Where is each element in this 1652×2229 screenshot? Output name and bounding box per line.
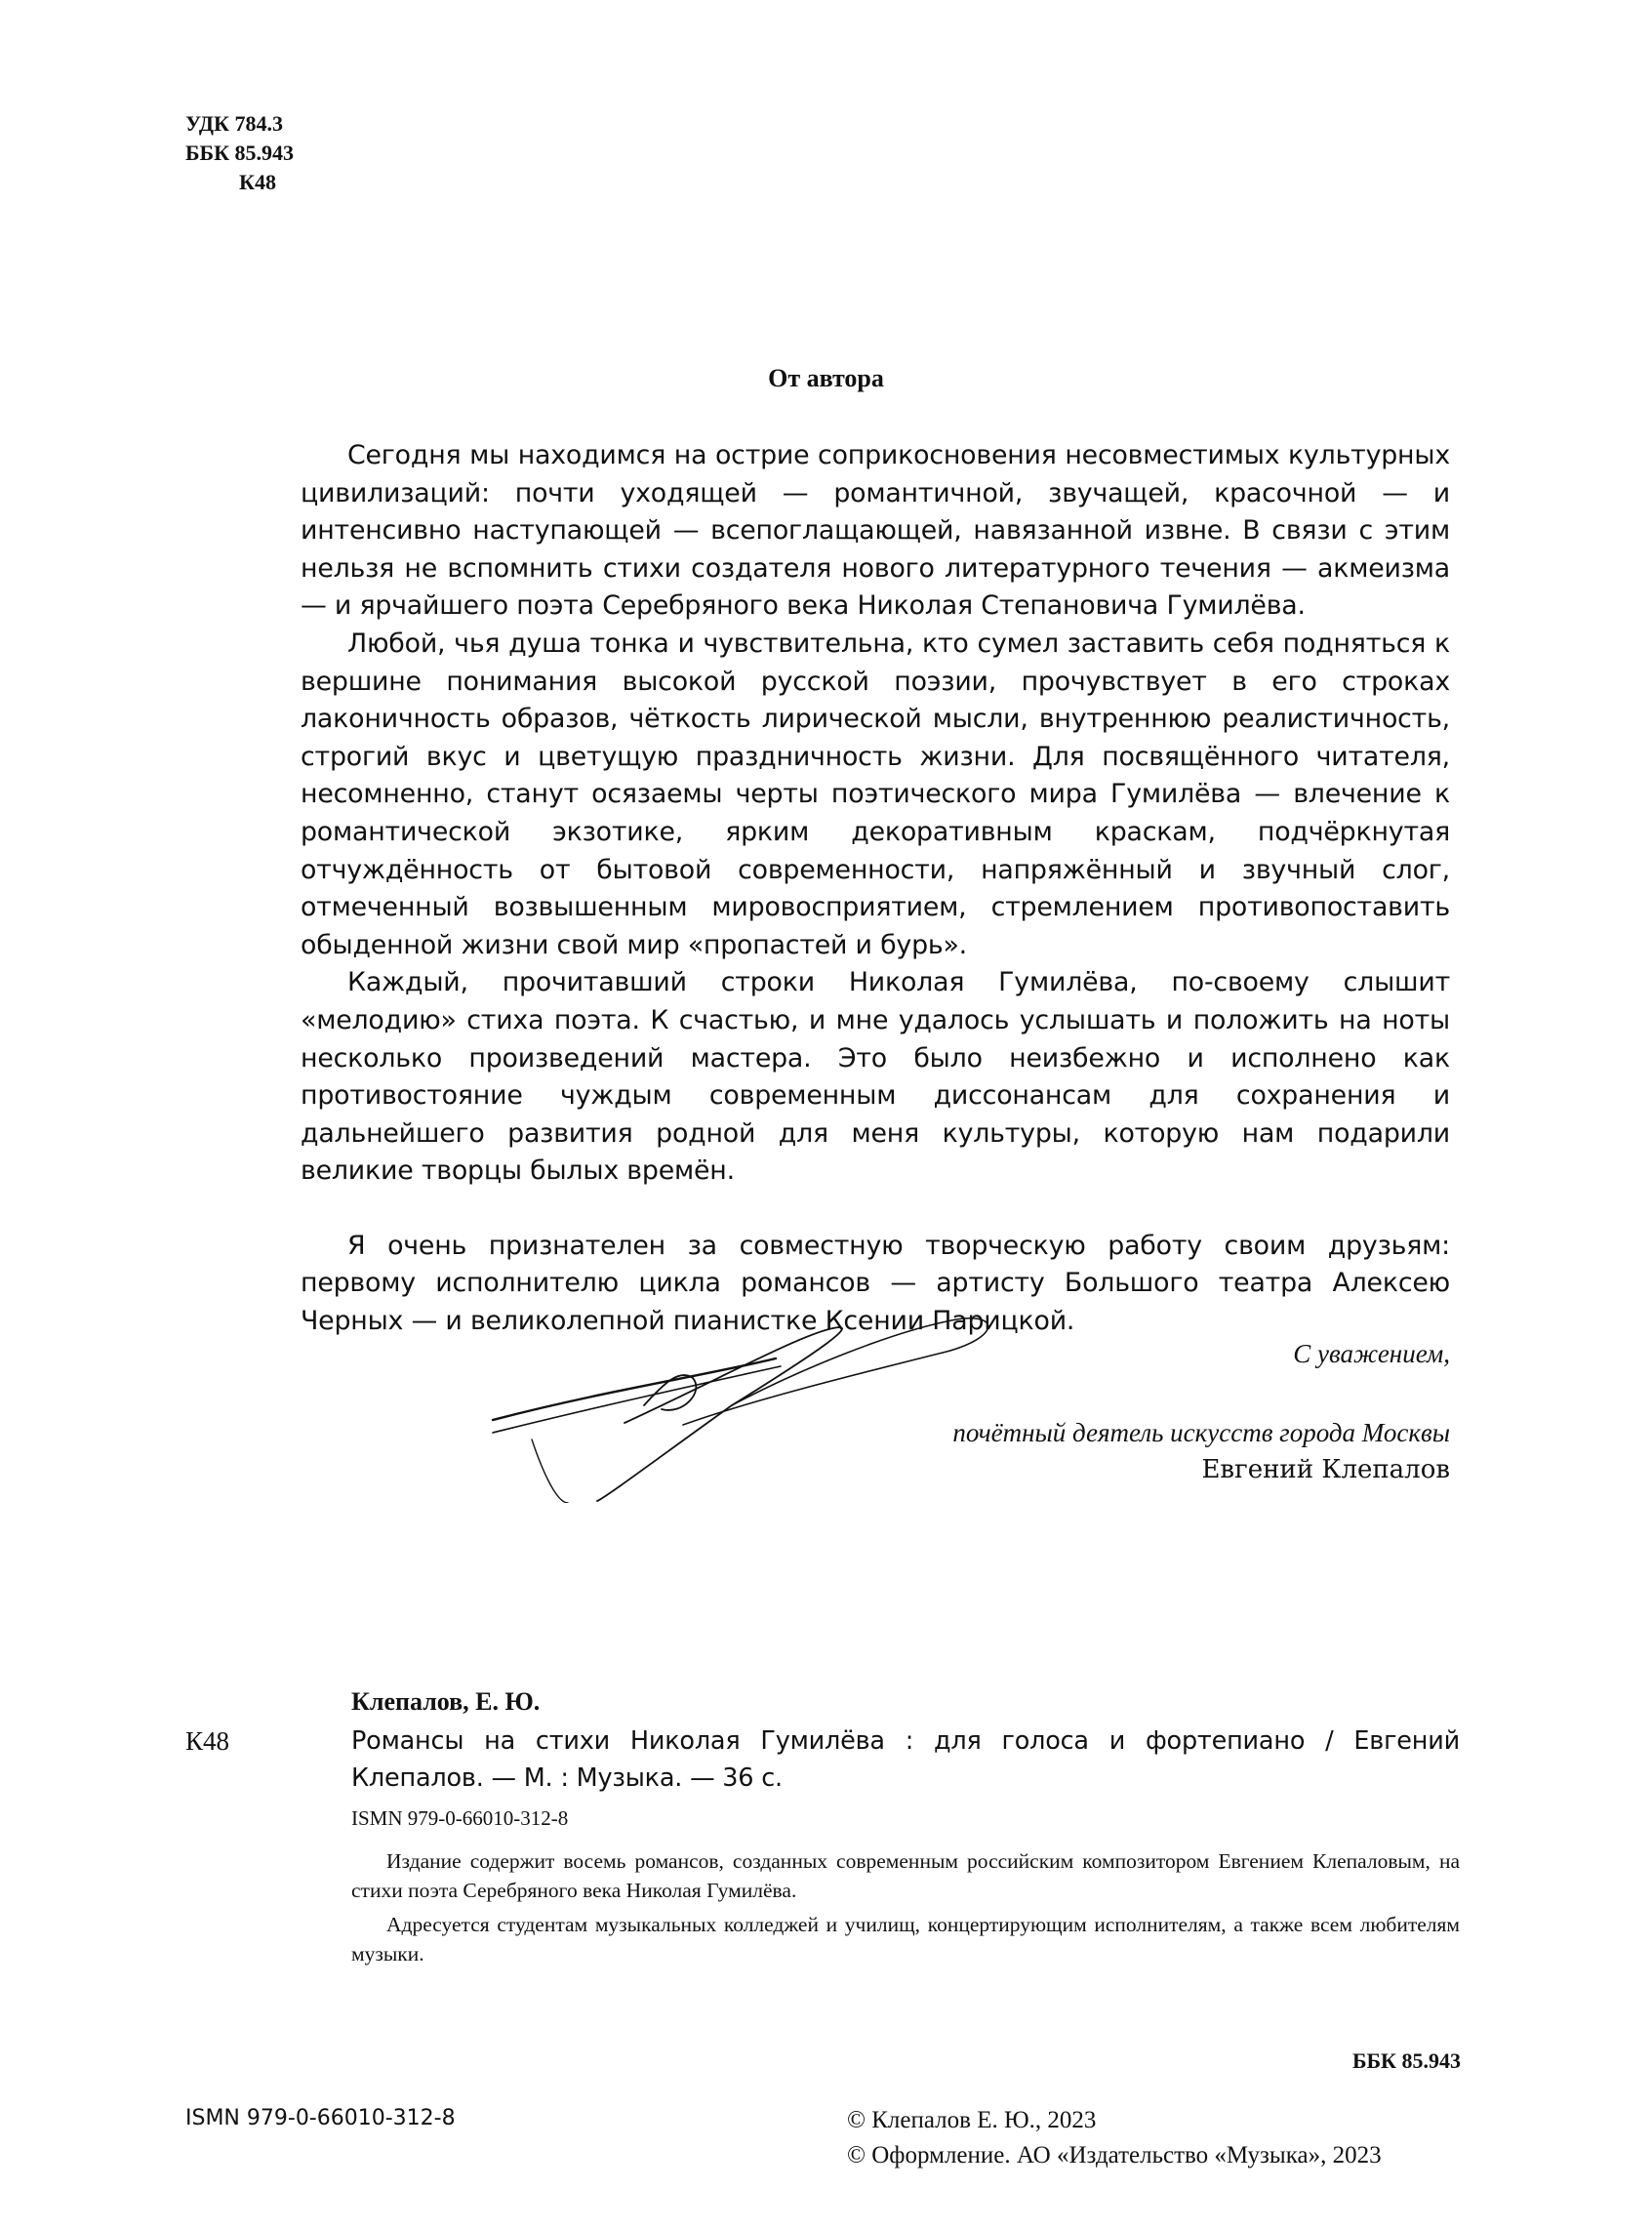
catalog-annotation bbox=[351, 1847, 1460, 1968]
signature-image bbox=[488, 1308, 995, 1503]
bbk-code: ББК 85.943 bbox=[185, 141, 295, 165]
closing-block bbox=[952, 1335, 1450, 1488]
author-position: почётный деятель искусств города Москвы bbox=[952, 1418, 1450, 1447]
author-name: Евгений Клепалов bbox=[1201, 1455, 1450, 1484]
copyright-author: © Клепалов Е. Ю., 2023 bbox=[847, 2107, 1097, 2133]
preface-paragraph-2: Любой, чья душа тонка и чувствительна, кто сумел заставить себя подняться к вершине понимания высокой русской поэзии, прочувствует в его строках лаконичность образов, чёткость лирической мысли, внутреннюю реалистичность, строгий вкус и цветущую праздничность жизни. Для посвящённого читателя, несомненно, станут осязаемы черты поэтического мира Гумилёва — влечение к романтической экзотике, ярким декоративным краскам, подчёркнутая отчуждённость от бытовой современности, напряжённый и звучный слог, отмеченный возвышенным мировосприятием, стремлением противопоставить обыденной жизни свой мир «пропастей и бурь». bbox=[301, 628, 1450, 960]
copyright-block bbox=[847, 2103, 1382, 2173]
preface-paragraph-3: Каждый, прочитавший строки Николая Гумилёва, по-своему слышит «мелодию» стиха поэта. К счастью, и мне удалось услышать и положить на ноты несколько произведений мастера. Это было неизбежно и исполнено как противостояние чуждым современным диссонансам для сохранения и дальнейшего развития родной для меня культуры, которую нам подарили великие творцы былых времён. bbox=[301, 967, 1450, 1187]
catalog-author: Клепалов, Е. Ю. bbox=[351, 1687, 541, 1716]
catalog-isbn: ISMN 979-0-66010-312-8 bbox=[351, 1806, 569, 1830]
closing-greeting: С уважением, bbox=[1293, 1339, 1450, 1368]
preface-body bbox=[301, 437, 1450, 1341]
copyright-design: © Оформление. АО «Издательство «Музыка», 2023 bbox=[847, 2142, 1382, 2168]
annotation-paragraph-1: Издание содержит восемь романсов, созданных современным российским композитором Евгением Клепаловым, на стихи поэта Серебряного века Николая Гумилёва. bbox=[351, 1849, 1460, 1902]
footer-isbn: ISMN 979-0-66010-312-8 bbox=[185, 2106, 456, 2130]
catalog-title: Романсы на стихи Николая Гумилёва : для голоса и фортепиано / Евгений Клепалов. — М. : Музыка. — 36 с. bbox=[351, 1726, 1460, 1793]
annotation-paragraph-2: Адресуется студентам музыкальных колледжей и училищ, концертирующим исполнителям, а также всем любителям музыки. bbox=[351, 1913, 1460, 1966]
preface-paragraph-1: Сегодня мы находимся на острие соприкосновения несовместимых культурных цивилизаций: почти уходящей — романтичной, звучащей, красочной — и интенсивно наступающей — всепоглащающей, навязанной извне. В связи с этим нельзя не вспомнить стихи создателя нового литературного течения — акмеизма — и ярчайшего поэта Серебряного века Николая Степановича Гумилёва. bbox=[301, 440, 1450, 622]
catalog-code: К48 bbox=[185, 1726, 230, 1756]
udk-code: УДК 784.3 bbox=[185, 111, 284, 136]
preface-paragraph-4: Я очень признателен за совместную творческую работу своим друзьям: первому исполнителю цикла романсов — артисту Большого театра Алексею Черных — и великолепной пианистке Ксении Парицкой. bbox=[301, 1230, 1450, 1337]
footer-bbk: ББК 85.943 bbox=[1351, 2048, 1461, 2073]
classification-codes bbox=[185, 109, 294, 197]
catalog-record bbox=[185, 1685, 1460, 1974]
catalog-entry-row bbox=[185, 1722, 1460, 1797]
author-sign: К48 bbox=[239, 170, 276, 194]
preface-title: От автора bbox=[768, 364, 884, 392]
